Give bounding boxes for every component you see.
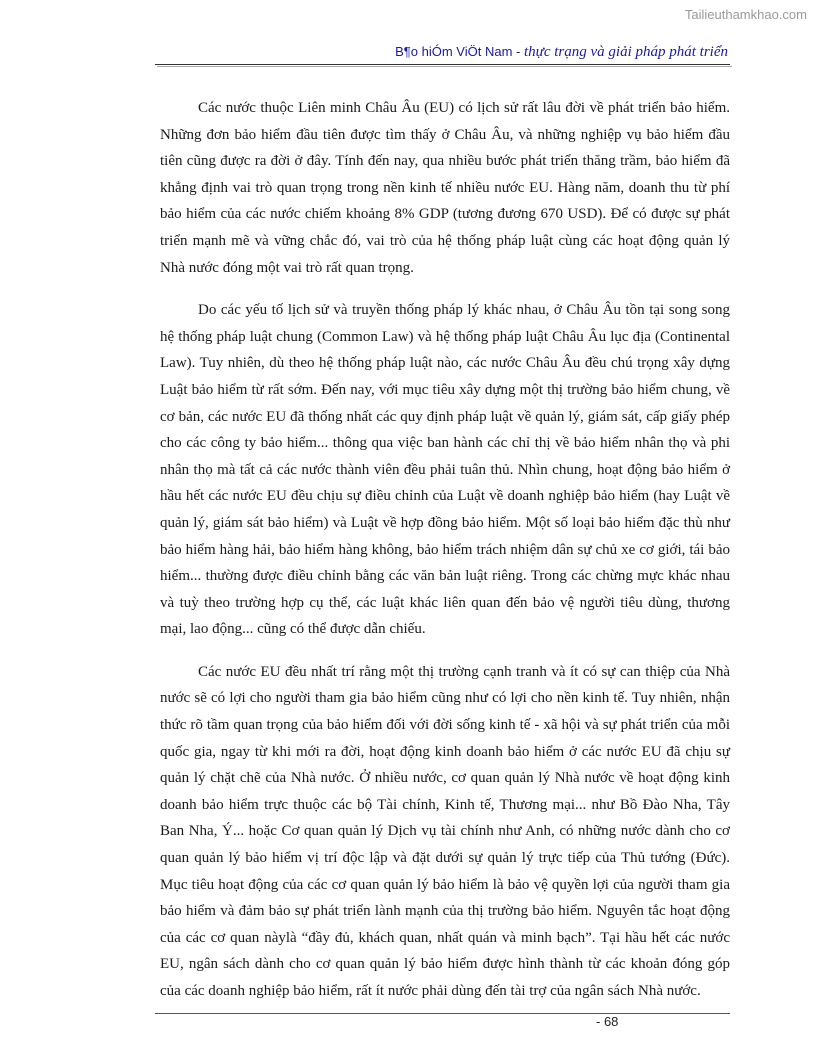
page-number: - 68 bbox=[596, 1014, 619, 1029]
page-header bbox=[395, 44, 728, 61]
document-body bbox=[160, 95, 730, 1021]
footer-rule bbox=[155, 1013, 730, 1014]
header-rule bbox=[155, 64, 730, 65]
header-separator: - bbox=[512, 44, 524, 59]
paragraph-2: Do các yếu tố lịch sử và truyền thống pháp lý khác nhau, ở Châu Âu tồn tại song song hệ thống pháp luật chung (Common Law) và hệ thống pháp luật Châu Âu lục địa (Continental Law). Tuy nhiên, dù theo hệ thống pháp luật nào, các nước Châu Âu đều chú trọng xây dựng Luật bảo hiểm từ rất sớm. Đến nay, với mục tiêu xây dựng một thị trường bảo hiểm chung, về cơ bản, các nước EU đã thống nhất các quy định pháp luật về quản lý, giám sát, cấp giấy phép cho các công ty bảo hiểm... thông qua việc ban hành các chỉ thị về bảo hiểm nhân thọ và phi nhân thọ mà tất cả các nước thành viên đều phải tuân thủ. Nhìn chung, hoạt động bảo hiểm ở hầu hết các nước EU đều chịu sự điều chỉnh của Luật về doanh nghiệp bảo hiểm (hay Luật về quản lý, giám sát bảo hiểm) và Luật về hợp đồng bảo hiểm. Một số loại bảo hiểm đặc thù như bảo hiểm hàng hải, bảo hiểm hàng không, bảo hiểm trách nhiệm dân sự chủ xe cơ giới, tái bảo hiểm... thường được điều chỉnh bằng các văn bản luật riêng. Trong các chừng mực khác nhau và tuỳ theo trường hợp cụ thể, các luật khác liên quan đến bảo vệ người tiêu dùng, thương mại, lao động... cũng có thể được dẫn chiếu. bbox=[160, 302, 730, 638]
header-title: B¶o hiÓm ViÖt Nam bbox=[395, 44, 513, 59]
paragraph-1: Các nước thuộc Liên minh Châu Âu (EU) có lịch sử rất lâu đời về phát triển bảo hiểm. Những đơn bảo hiểm đầu tiên được tìm thấy ở Châu Âu, và những nghiệp vụ bảo hiểm đầu tiên cũng được ra đời ở đây. Tính đến nay, qua nhiều bước phát triển thăng trầm, bảo hiểm đã khẳng định vai trò quan trọng trong nền kinh tế nhiều nước EU. Hàng năm, doanh thu từ phí bảo hiểm của các nước chiếm khoảng 8% GDP (tương đương 670 USD). Để có được sự phát triển mạnh mẽ và vững chắc đó, vai trò của hệ thống pháp luật cùng các hoạt động quản lý Nhà nước đóng một vai trò rất quan trọng. bbox=[160, 100, 730, 276]
header-subtitle: thực trạng và giải pháp phát triển bbox=[523, 44, 728, 60]
paragraph-3: Các nước EU đều nhất trí rằng một thị trường cạnh tranh và ít có sự can thiệp của Nhà nước sẽ có lợi cho người tham gia bảo hiểm cũng như có lợi cho nền kinh tế. Tuy nhiên, nhận thức rõ tầm quan trọng của bảo hiểm đối với đời sống kinh tế - xã hội và sự phát triển của mỗi quốc gia, ngay từ khi mới ra đời, hoạt động kinh doanh bảo hiểm ở các nước EU đã chịu sự quản lý chặt chẽ của Nhà nước. Ở nhiều nước, cơ quan quản lý Nhà nước về hoạt động kinh doanh bảo hiểm trực thuộc các bộ Tài chính, Kinh tế, Thương mại... như Bồ Đào Nha, Tây Ban Nha, Ý... hoặc Cơ quan quản lý Dịch vụ tài chính như Anh, có những nước dành cho cơ quan quản lý bảo hiểm vị trí độc lập và đặt dưới sự quản lý trực tiếp của Thủ tướng (Đức). Mục tiêu hoạt động của các cơ quan quản lý bảo hiểm là bảo vệ quyền lợi của người tham gia bảo hiểm và đảm bảo sự phát triển lành mạnh của thị trường bảo hiểm. Nguyên tắc hoạt động của các cơ quan nàylà “đầy đủ, khách quan, nhất quán và minh bạch”. Tại hầu hết các nước EU, ngân sách dành cho cơ quan quản lý bảo hiểm được hình thành từ các khoản đóng góp của các doanh nghiệp bảo hiểm, rất ít nước phải dùng đến tài trợ của ngân sách Nhà nước. bbox=[160, 663, 730, 999]
watermark-text: Tailieuthamkhao.com bbox=[684, 7, 807, 22]
